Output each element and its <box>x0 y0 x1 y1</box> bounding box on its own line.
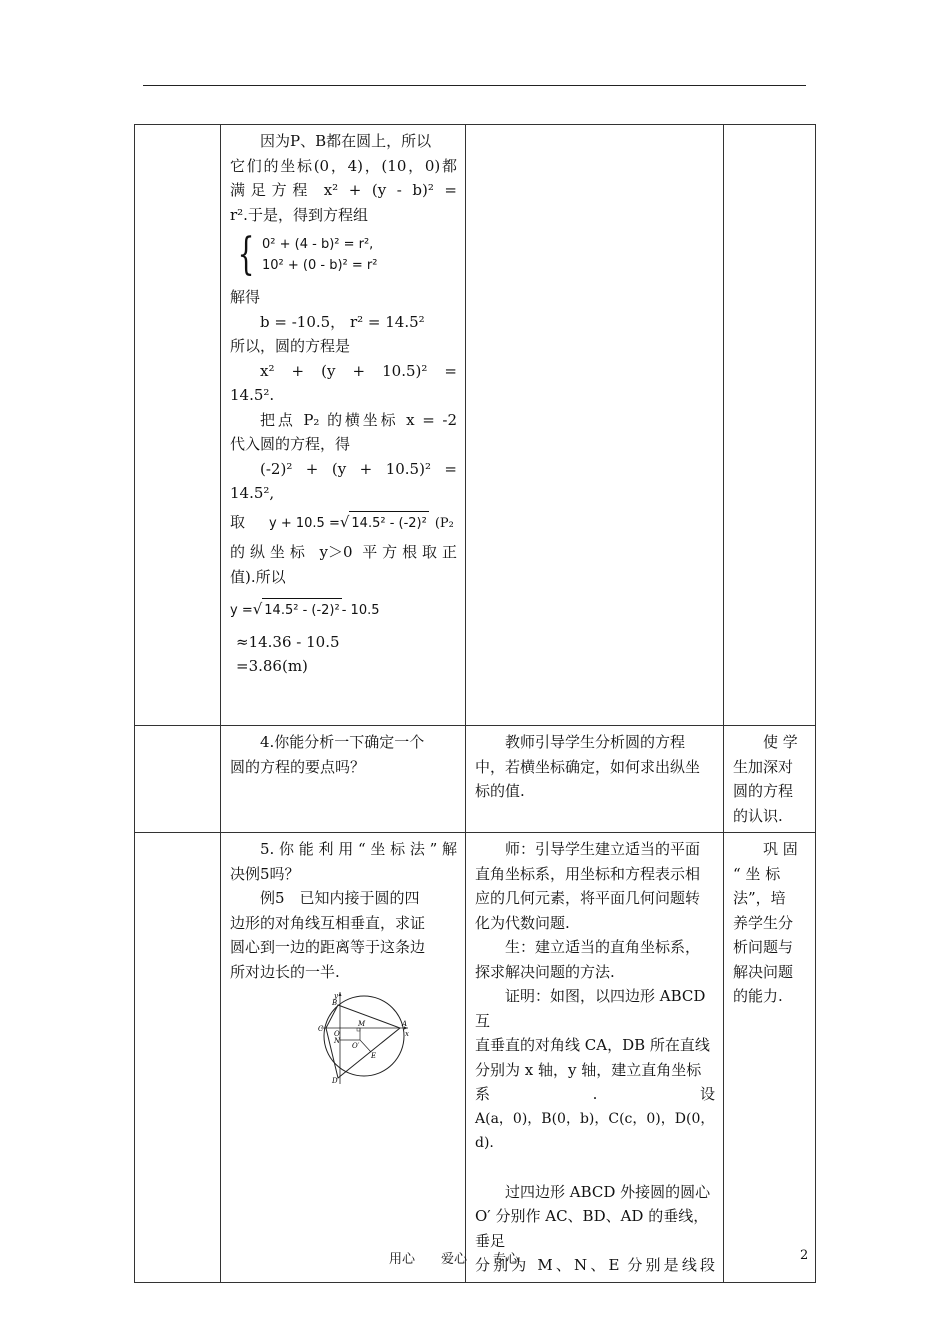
text-line: 的认识. <box>733 806 783 825</box>
text-line: 过四边形 ABCD 外接圆的圆心 <box>505 1182 711 1201</box>
text-line: 解得 <box>230 288 261 306</box>
math-radicand: 14.5² - (-2)² <box>262 598 341 624</box>
table-row <box>135 726 816 833</box>
system-eq-1: 0² + (4 - b)² = r², <box>262 237 374 252</box>
text-line: 的能力. <box>733 987 783 1005</box>
text-line: 4.你能分析一下确定一个 <box>260 733 425 751</box>
cell-teaching-process <box>466 833 724 1283</box>
label-y: y <box>334 992 338 1000</box>
text-line: 分别为 M、N、E 分别是线段 <box>475 1256 715 1274</box>
math-lhs: y + 10.5 = <box>269 515 340 531</box>
text-line: 中，若横坐标确定，如何求出纵坐 <box>475 757 701 776</box>
text-line: 取 <box>230 512 246 531</box>
text-line: 法”，培 <box>733 889 786 907</box>
cell-derivation <box>221 125 466 726</box>
cell-empty <box>135 833 221 1283</box>
circle-quadrilateral-figure <box>316 990 457 1098</box>
text-line: 生加深对 <box>733 757 794 776</box>
text-line: 化为代数问题. <box>475 913 570 932</box>
text-line: A(a，0)，B(0，b)，C(c，0)，D(0，d). <box>475 1110 715 1151</box>
text-line: 圆的方程的要点吗？ <box>230 757 366 776</box>
label-o: O <box>334 1030 340 1038</box>
text-line: 满足方程 x² + (y - b)² = <box>230 181 457 199</box>
math-radicand: 14.5² - (-2)² <box>349 511 428 537</box>
radical-icon: √ <box>252 600 263 618</box>
text-line: 把点 P₂ 的横坐标 x = -2 <box>260 410 457 429</box>
cell-empty <box>135 726 221 833</box>
text-line: 直角坐标系，用坐标和方程表示相 <box>475 864 701 883</box>
circle-equation: x² + (y + 10.5)² = <box>260 361 457 380</box>
text-line: 使 学 <box>763 733 798 751</box>
label-b: B <box>332 999 338 1007</box>
page-footer <box>0 1248 950 1268</box>
text-line: 生：建立适当的直角坐标系， <box>505 938 701 956</box>
brace-glyph: { <box>237 229 255 280</box>
label-n: N <box>334 1037 341 1045</box>
label-x: x <box>405 1030 409 1038</box>
text-line: 所以，圆的方程是 <box>230 337 351 355</box>
table-row <box>135 125 816 726</box>
equation-system <box>232 229 457 280</box>
text-line: 它们的坐标(0，4)，(10，0)都 <box>230 156 457 175</box>
text-line: ≈14.36 - 10.5 <box>236 632 340 651</box>
label-m: M <box>358 1020 366 1028</box>
text-line: “ 坐 标 <box>733 864 781 883</box>
math-rhs: - 10.5 <box>341 603 380 618</box>
text-line <box>475 1082 715 1107</box>
cell-purpose <box>724 726 816 833</box>
system-eq-2: 10² + (0 - b)² = r² <box>262 258 378 273</box>
text-line: 5.你能利用“坐标法”解 <box>260 840 457 858</box>
text-line: 圆的方程 <box>733 782 794 800</box>
lesson-table <box>134 124 816 1283</box>
text-line: 师：引导学生建立适当的平面 <box>505 840 701 858</box>
table-row <box>135 833 816 1283</box>
text-line: 养学生分 <box>733 913 794 932</box>
text-line: 14.5². <box>230 386 275 404</box>
header-rule <box>143 85 806 86</box>
text-line: r².于是，得到方程组 <box>230 205 368 224</box>
text-line: 解决问题 <box>733 962 794 981</box>
root-result <box>230 597 457 624</box>
cell-teacher-guide <box>466 726 724 833</box>
text-line: 直垂直的对角线 CA，DB 所在直线 <box>475 1036 710 1054</box>
text-line: 教师引导学生分析圆的方程 <box>505 733 686 751</box>
text-line: 探求解决问题的方法. <box>475 962 615 981</box>
math-lhs: y = <box>230 603 253 618</box>
text-line: 决例5吗？ <box>230 864 300 883</box>
label-o-prime: O′ <box>352 1042 360 1050</box>
substituted-equation: (-2)² + (y + 10.5)² = <box>260 459 457 478</box>
cell-empty <box>466 125 724 726</box>
text-line: 析问题与 <box>733 938 794 956</box>
solution: b = -10.5， r² = 14.5² <box>260 312 425 331</box>
text-line: 分别为 x 轴，y 轴，建立直角坐标 <box>475 1060 702 1079</box>
text-line: 例5 已知内接于圆的四 <box>260 889 420 907</box>
text-line: 标的值. <box>475 782 525 800</box>
text-line: 巩 固 <box>763 840 798 858</box>
text-line: O′ 分别作 AC、BD、AD 的垂线，垂足 <box>475 1207 709 1250</box>
label-d: D <box>332 1077 338 1085</box>
footer-motto: 用心 爱心 专心 <box>389 1252 520 1267</box>
text-line: 代入圆的方程，得 <box>230 435 351 453</box>
text-line: (P₂ <box>434 515 454 531</box>
cell-question-4 <box>221 726 466 833</box>
text-line: 的纵坐标 y＞0 平方根取正 <box>230 543 457 561</box>
label-e: E <box>371 1052 377 1060</box>
radical-icon: √ <box>339 512 350 531</box>
text-line: 14.5², <box>230 484 275 502</box>
root-expression <box>230 510 457 537</box>
text-line: 因为P、B都在圆上，所以 <box>260 132 432 150</box>
text-line: 边形的对角线互相垂直，求证 <box>230 913 426 932</box>
cell-purpose <box>724 833 816 1283</box>
label-a: A <box>402 1020 408 1028</box>
text-line: 证明：如图，以四边形 ABCD 互 <box>475 987 706 1030</box>
blank-line <box>475 1156 715 1180</box>
page-number: 2 <box>800 1248 809 1263</box>
cell-empty <box>724 125 816 726</box>
text-fragment: 系 <box>475 1085 491 1103</box>
text-line: 值).所以 <box>230 567 286 586</box>
text-line: 应的几何元素，将平面几何问题转 <box>475 889 701 907</box>
geometry-diagram <box>316 990 412 1090</box>
cell-question-5 <box>221 833 466 1283</box>
cell-empty <box>135 125 221 726</box>
text-fragment: 设 <box>699 1085 715 1103</box>
text-line: 圆心到一边的距离等于这条边 <box>230 938 426 956</box>
text-line: 所对边长的一半. <box>230 962 340 981</box>
label-c: C <box>318 1025 324 1033</box>
text-fragment: . <box>592 1085 598 1103</box>
text-line: =3.86(m) <box>236 657 308 675</box>
